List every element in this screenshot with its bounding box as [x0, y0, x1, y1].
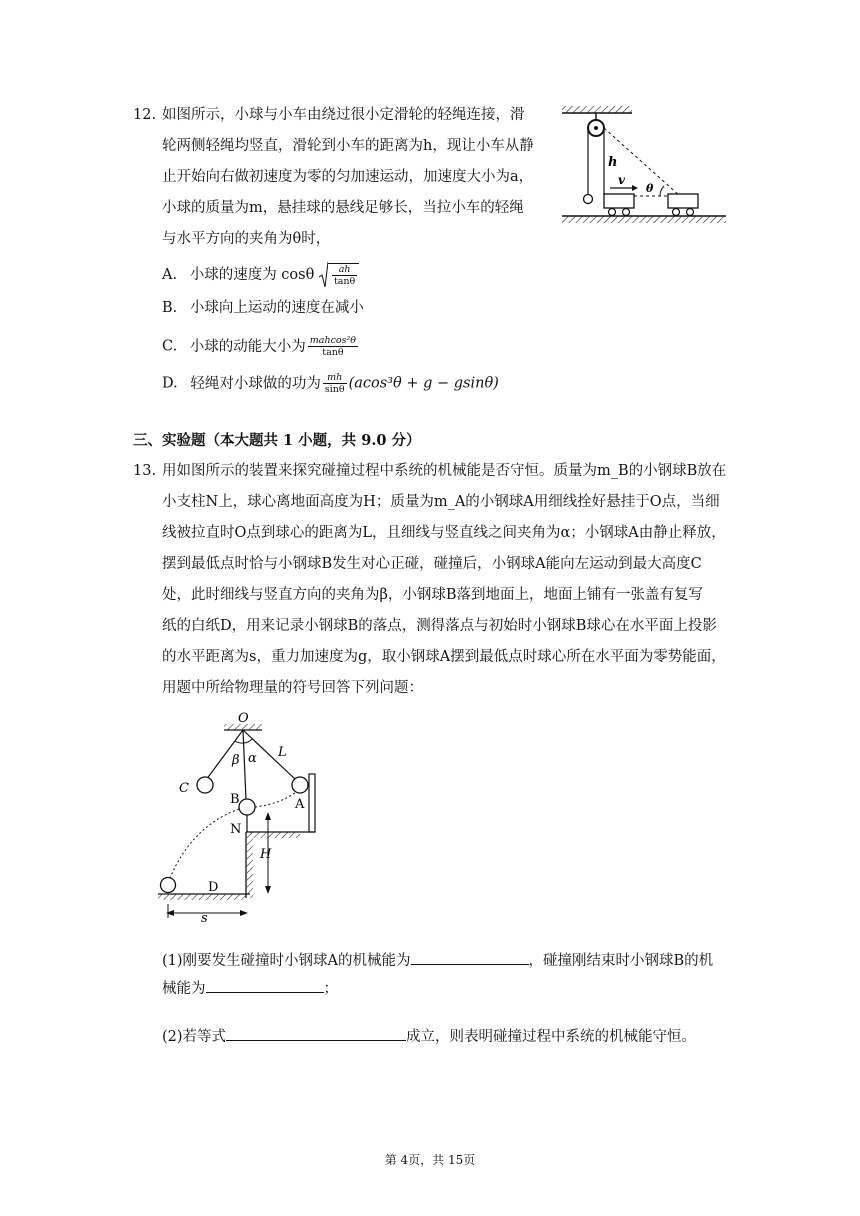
- q12-option-a-text: 小球的速度为 cosθ: [189, 267, 315, 283]
- q12-option-d-label: D.: [162, 375, 178, 392]
- q12-option-a-label: A.: [162, 267, 178, 283]
- q13-sub2-part-a: (2)若等式: [162, 1029, 227, 1045]
- q13-sub1-part-c: 械能为: [162, 981, 206, 997]
- q12-option-c-num: mahcos²θ: [309, 335, 357, 346]
- q12-figure-theta-label: θ: [646, 182, 654, 195]
- q13-line-1: 用如图所示的装置来探究碰撞过程中系统的机械能是否守恒。质量为m_B的小钢球B放在: [162, 463, 727, 479]
- q13-line-3: 线被拉直时O点到球心的距离为L，且细线与竖直线之间夹角为α；小钢球A由静止释放，: [162, 525, 726, 541]
- q13-figure-L-label: L: [278, 745, 287, 760]
- q12-option-c-label: C.: [162, 338, 178, 355]
- q12-figure-v-label: v: [618, 173, 625, 187]
- q12-line-4: 小球的质量为m，悬挂球的悬线足够长，当拉小车的轻绳: [162, 200, 524, 216]
- q13-figure-A-label: A: [295, 797, 305, 812]
- q12-line-2: 轮两侧轻绳均竖直，滑轮到小车的距离为h，现让小车从静: [162, 138, 534, 154]
- q12-option-d-tail: (acos³θ + g − gsinθ): [348, 375, 499, 392]
- q12-option-d-text: 轻绳对小球做的功为: [190, 375, 321, 392]
- q13-sub1-line-1: [162, 950, 713, 970]
- q13-line-5: 处，此时细线与竖直方向的夹角为β，小钢球B落到地面上，地面上铺有一张盖有复写: [162, 587, 704, 603]
- q12-option-d-den: sinθ: [324, 384, 345, 395]
- q13-line-4: 摆到最低点时恰与小钢球B发生对心正碰，碰撞后，小钢球A能向左运动到最大高度C: [162, 556, 702, 572]
- q13-sub1-part-b: ，碰撞刚结束时小钢球B的机: [528, 953, 714, 969]
- q13-sub1-line-2: [162, 978, 338, 998]
- q12-option-b: [162, 299, 364, 317]
- q13-sub1-answer-blank-a[interactable]: [411, 950, 529, 965]
- q13-pendulum-collision-figure: [150, 708, 330, 923]
- q12-option-d: [162, 372, 499, 395]
- q12-option-a-sqrt: [319, 262, 359, 288]
- q12-number: 12.: [133, 107, 157, 123]
- q13-number: 13.: [133, 463, 157, 479]
- q13-sub2-line: [162, 1026, 696, 1046]
- q12-figure-h-label: h: [608, 155, 618, 170]
- q12-line-5: 与水平方向的夹角为θ时，: [162, 231, 331, 247]
- q13-figure-H-label: H: [260, 847, 272, 862]
- q13-figure-C-label: C: [179, 781, 189, 796]
- q12-option-b-label: B.: [162, 300, 178, 316]
- q12-line-1: 如图所示，小球与小车由绕过很小定滑轮的轻绳连接，滑: [162, 107, 525, 123]
- q13-figure-s-label: s: [201, 911, 208, 923]
- q13-line-2: 小支柱N上，球心离地面高度为H；质量为m_A的小钢球A用细线拴好悬挂于O点，当细: [162, 494, 720, 510]
- q12-pulley-cart-figure: [560, 104, 728, 230]
- q12-option-a-num: ah: [332, 264, 357, 276]
- q13-figure-D-label: D: [208, 880, 219, 895]
- q13-figure-O-label: O: [238, 711, 249, 726]
- q12-line-3: 止开始向右做初速度为零的匀加速运动，加速度大小为a，: [162, 169, 534, 185]
- q13-figure-beta-label: β: [232, 753, 240, 768]
- q13-line-7: 的水平距离为s，重力加速度为g，取小钢球A摆到最低点时球心所在水平面为零势能面，: [162, 649, 726, 665]
- q13-figure-alpha-label: α: [248, 751, 257, 766]
- q13-sub1-part-a: (1)刚要发生碰撞时小钢球A的机械能为: [162, 953, 411, 969]
- q12-option-c: [162, 335, 360, 358]
- q13-figure-N-label: N: [230, 822, 242, 837]
- q13-line-8: 用题中所给物理量的符号回答下列问题：: [162, 680, 423, 696]
- q13-figure-B-label: B: [230, 792, 240, 807]
- section-3-title: 三、实验题（本大题共 1 小题，共 9.0 分）: [133, 432, 421, 449]
- q12-option-b-text: 小球向上运动的速度在减小: [189, 300, 364, 316]
- q12-option-c-text: 小球的动能大小为: [189, 338, 306, 355]
- q13-sub1-part-d: ；: [323, 981, 338, 997]
- q12-option-d-num: mh: [323, 372, 347, 384]
- q12-option-a-den: tanθ: [333, 275, 356, 287]
- q12-option-c-den: tanθ: [322, 347, 344, 358]
- q13-sub2-part-b: 成立，则表明碰撞过程中系统的机械能守恒。: [406, 1029, 697, 1045]
- q13-sub1-answer-blank-b[interactable]: [206, 978, 324, 993]
- q12-option-a: [162, 262, 359, 288]
- q13-line-6: 纸的白纸D，用来记录小钢球B的落点，测得落点与初始时小钢球B球心在水平面上投影: [162, 618, 717, 634]
- q13-sub2-answer-blank[interactable]: [226, 1026, 406, 1041]
- page-footer: 第 4页，共 15页: [384, 1153, 476, 1167]
